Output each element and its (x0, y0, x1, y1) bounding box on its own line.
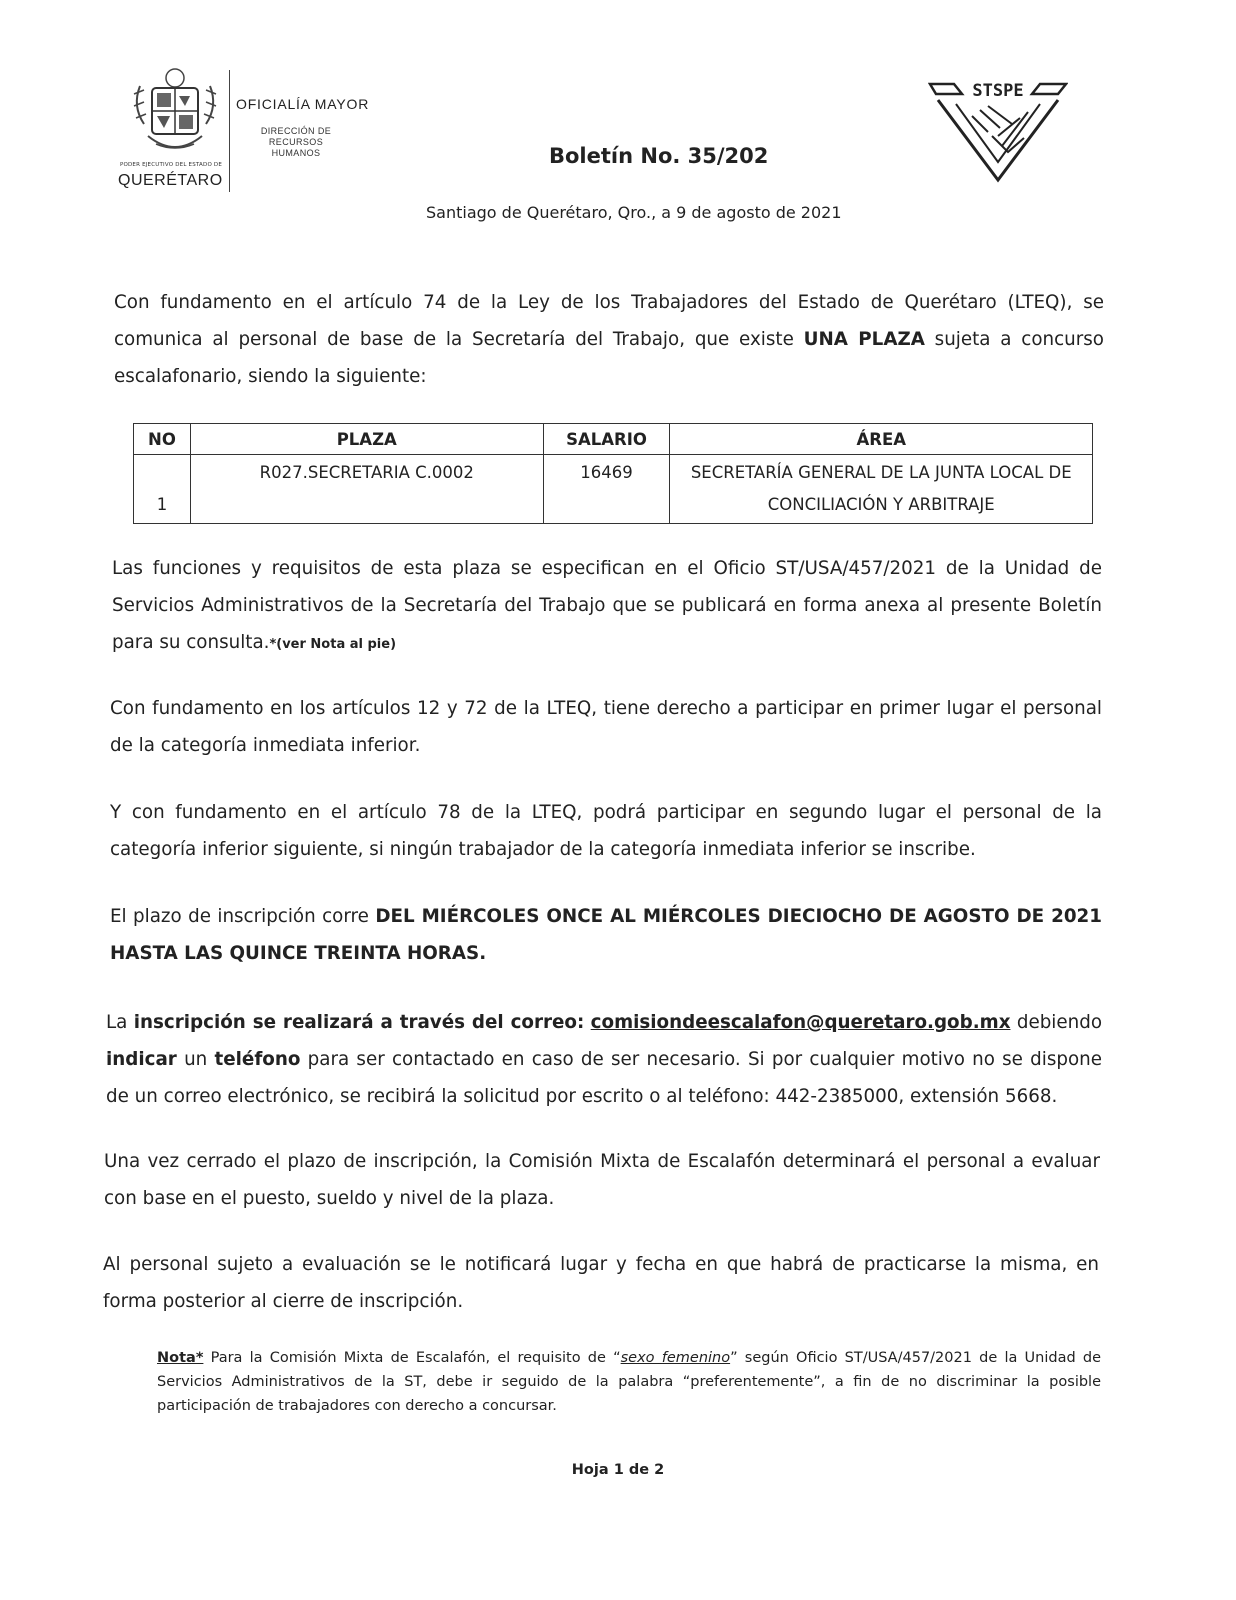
table-row (134, 455, 1093, 524)
inscripcion-paragraph (106, 1004, 1102, 1115)
oficialia-label: OFICIALÍA MAYOR (236, 96, 370, 112)
plazo-text: El plazo de inscripción corre (110, 906, 376, 927)
evaluacion-paragraph: Al personal sujeto a evaluación se le notificará lugar y fecha en que habrá de practicarse la misma, en forma posterior al cierre de inscripción. (103, 1254, 1099, 1312)
boletin-title: Boletín No. 35/202 (549, 144, 769, 168)
inscripcion-text-4: para ser contactado en caso de ser necesario. Si por cualquier motivo no se dispone de un correo electrónico, se recibirá la solicitud por escrito o al teléfono: 442-2385000, extensión 5668. (106, 1049, 1103, 1107)
intro-text-1: Con fundamento en el artículo 74 de la Ley de los Trabajadores del Estado de Querétaro (LTEQ), se comunica al personal de base de la Secretaría del Trabajo, que existe (114, 292, 1104, 350)
footnote-text-1: Para la Comisión Mixta de Escalafón, el requisito de “ (203, 1350, 621, 1366)
intro-text-2: sujeta a concurso escalafonario, siendo la siguiente: (114, 329, 1104, 387)
direccion-line-1: DIRECCIÓN DE RECURSOS (260, 126, 332, 147)
footnote-emphasis: sexo femenino (620, 1350, 731, 1366)
org-left-big-label: QUERÉTARO (118, 172, 223, 189)
coat-of-arms-icon (130, 66, 220, 158)
inscripcion-text-2: debiendo (1010, 1012, 1103, 1033)
inscripcion-bold-2: indicar (106, 1049, 177, 1070)
funciones-text: Las funciones y requisitos de esta plaza se especifican en el Oficio ST/USA/457/2021 de la Unidad de Servicios Administrativos de la Secretaría del Trabajo que se publicará en forma anexa al presente Boletín para su consulta. (112, 558, 1102, 653)
intro-bold: UNA PLAZA (803, 329, 925, 350)
header-divider (229, 70, 230, 192)
document-date: Santiago de Querétaro, Qro., a 9 de agosto de 2021 (426, 203, 842, 222)
direccion-line-2: HUMANOS (271, 148, 321, 158)
footnote-label: Nota* (157, 1350, 204, 1366)
plazas-table (133, 423, 1093, 524)
funciones-paragraph (112, 550, 1102, 663)
footnote-text-2: ” según Oficio ST/USA/457/2021 de la Unidad de Servicios Administrativos de la ST, debe ir seguido de la palabra “preferentemente”, a fin de no discriminar la posible participación de trabajadores con derecho a concursar. (157, 1350, 1101, 1414)
cell-area: SECRETARÍA GENERAL DE LA JUNTA LOCAL DE CONCILIACIÓN Y ARBITRAJE (670, 455, 1093, 524)
derecho-primer-paragraph: Con fundamento en los artículos 12 y 72 de la LTEQ, tiene derecho a participar en primer lugar el personal de la categoría inmediata inferior. (110, 698, 1102, 756)
stspe-logo-text: STSPE (972, 81, 1024, 101)
plazo-bold: DEL MIÉRCOLES ONCE AL MIÉRCOLES DIECIOCHO DE AGOSTO DE 2021 HASTA LAS QUINCE TREINTA HORAS. (110, 906, 1102, 964)
inscripcion-bold-1: inscripción se realizará a través del correo: (133, 1012, 585, 1033)
email-link[interactable]: comisiondeescalafon@queretaro.gob.mx (590, 1012, 1011, 1033)
header-plaza: PLAZA (190, 424, 543, 455)
header-area: ÁREA (670, 424, 1093, 455)
footnote (157, 1346, 1101, 1418)
table-header-row (134, 424, 1093, 455)
page-number: Hoja 1 de 2 (571, 1462, 665, 1478)
funciones-note-ref: *(ver Nota al pie) (269, 637, 397, 652)
inscripcion-text-1: La (106, 1012, 134, 1033)
header-no: NO (134, 424, 191, 455)
cell-plaza: R027.SECRETARIA C.0002 (190, 455, 543, 524)
cell-no: 1 (134, 455, 191, 524)
stspe-logo-icon (928, 76, 1068, 186)
derecho-segundo-paragraph: Y con fundamento en el artículo 78 de la LTEQ, podrá participar en segundo lugar el personal de la categoría inferior siguiente, si ningún trabajador de la categoría inmediata inferior se inscribe. (110, 802, 1102, 860)
org-left-small-label: PODER EJECUTIVO DEL ESTADO DE (119, 162, 223, 168)
inscripcion-bold-3: teléfono (214, 1049, 301, 1070)
inscripcion-text-3: un (176, 1049, 215, 1070)
cell-salario: 16469 (543, 455, 670, 524)
intro-paragraph (114, 284, 1104, 395)
direccion-label (236, 126, 396, 159)
header-salario: SALARIO (543, 424, 670, 455)
cierre-paragraph: Una vez cerrado el plazo de inscripción, la Comisión Mixta de Escalafón determinará el personal a evaluar con base en el puesto, sueldo y nivel de la plaza. (104, 1151, 1100, 1209)
plazo-paragraph (110, 898, 1102, 972)
